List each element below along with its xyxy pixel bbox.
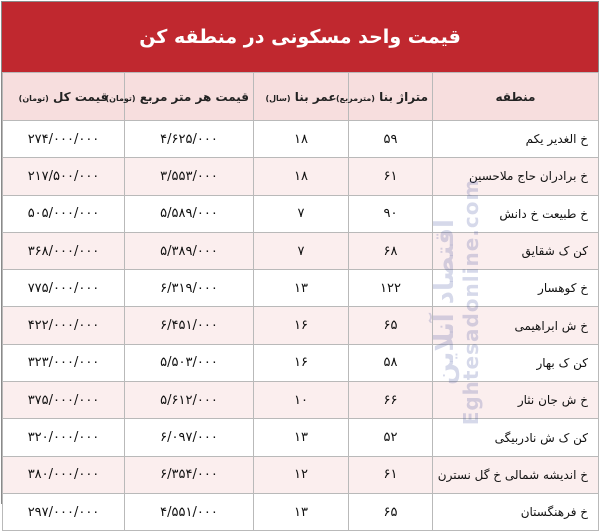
table-header-row [3,73,599,121]
cell-age: ۷ [254,195,349,232]
cell-region: کن ک ش نادربیگی [433,419,599,456]
cell-price-per-meter: ۴/۵۵۱/۰۰۰ [125,493,254,530]
watermark-text-persian: اقتصاد آنلاین [430,219,460,385]
cell-price-per-meter: ۵/۵۸۹/۰۰۰ [125,195,254,232]
column-header-unit: (تومان) [105,93,136,103]
table-row [3,419,599,456]
cell-price-per-meter: ۳/۵۵۳/۰۰۰ [125,158,254,195]
cell-total-price: ۲۷۴/۰۰۰/۰۰۰ [3,121,125,158]
column-header-unit: (مترمربع) [336,93,375,103]
cell-price-per-meter: ۵/۵۰۳/۰۰۰ [125,344,254,381]
cell-age: ۱۳ [254,270,349,307]
column-header-label: قیمت کل [52,89,109,104]
cell-area: ۶۵ [349,307,433,344]
cell-age: ۱۲ [254,456,349,493]
cell-price-per-meter: ۵/۳۸۹/۰۰۰ [125,232,254,269]
cell-region: خ کوهسار [433,270,599,307]
cell-total-price: ۳۲۰/۰۰۰/۰۰۰ [3,419,125,456]
cell-region: خ برادران حاج ملاحسین [433,158,599,195]
price-table [2,72,599,531]
cell-age: ۱۶ [254,344,349,381]
cell-region: خ اندیشه شمالی خ گل نسترن [433,456,599,493]
watermark-text-latin: Eghtesadonline.com [459,178,483,426]
cell-price-per-meter: ۶/۳۱۹/۰۰۰ [125,270,254,307]
table-row [3,232,599,269]
cell-region: کن ک شقایق [433,232,599,269]
column-header-label: عمر بنا [294,89,337,104]
cell-age: ۱۰ [254,382,349,419]
cell-age: ۱۸ [254,158,349,195]
table-row [3,121,599,158]
column-header-region [433,73,599,121]
table-row [3,382,599,419]
cell-age: ۱۶ [254,307,349,344]
column-header-total-price [3,73,125,121]
table-row [3,493,599,530]
cell-area: ۱۲۲ [349,270,433,307]
column-header-label: منطقه [495,89,536,104]
cell-region: خ فرهنگستان [433,493,599,530]
cell-age: ۷ [254,232,349,269]
table-row [3,270,599,307]
cell-region: کن ک بهار [433,344,599,381]
page-title: قیمت واحد مسکونی در منطقه کن [2,2,598,72]
cell-price-per-meter: ۶/۴۵۱/۰۰۰ [125,307,254,344]
price-table-card [1,1,599,520]
column-header-area [336,73,433,121]
cell-total-price: ۷۷۵/۰۰۰/۰۰۰ [3,270,125,307]
cell-total-price: ۲۹۷/۰۰۰/۰۰۰ [3,493,125,530]
cell-total-price: ۳۸۰/۰۰۰/۰۰۰ [3,456,125,493]
cell-price-per-meter: ۴/۶۲۵/۰۰۰ [125,121,254,158]
cell-area: ۹۰ [349,195,433,232]
table-row [3,195,599,232]
cell-age: ۱۳ [254,493,349,530]
column-header-label: متراژ بنا [379,89,428,104]
cell-region: خ طبیعت خ دانش [433,195,599,232]
cell-total-price: ۳۲۳/۰۰۰/۰۰۰ [3,344,125,381]
column-header-label: قیمت هر متر مربع [139,89,249,104]
cell-region: خ ش جان نثار [433,382,599,419]
cell-area: ۶۵ [349,493,433,530]
table-row [3,158,599,195]
cell-area: ۶۱ [349,456,433,493]
cell-total-price: ۳۶۸/۰۰۰/۰۰۰ [3,232,125,269]
column-header-price-per-meter [105,73,254,121]
cell-region: خ ش ابراهیمی [433,307,599,344]
cell-area: ۵۲ [349,419,433,456]
cell-area: ۵۹ [349,121,433,158]
cell-area: ۶۶ [349,382,433,419]
column-header-age [254,73,349,121]
column-header-unit: (تومان) [18,93,49,103]
table-row [3,344,599,381]
cell-age: ۱۸ [254,121,349,158]
cell-price-per-meter: ۵/۶۱۲/۰۰۰ [125,382,254,419]
cell-total-price: ۵۰۵/۰۰۰/۰۰۰ [3,195,125,232]
cell-age: ۱۳ [254,419,349,456]
cell-region: خ الغدیر یکم [433,121,599,158]
cell-price-per-meter: ۶/۳۵۴/۰۰۰ [125,456,254,493]
column-header-unit: (سال) [265,93,291,103]
cell-area: ۶۸ [349,232,433,269]
cell-area: ۶۱ [349,158,433,195]
cell-price-per-meter: ۶/۰۹۷/۰۰۰ [125,419,254,456]
table-row [3,307,599,344]
cell-area: ۵۸ [349,344,433,381]
cell-total-price: ۴۲۲/۰۰۰/۰۰۰ [3,307,125,344]
cell-total-price: ۲۱۷/۵۰۰/۰۰۰ [3,158,125,195]
table-row [3,456,599,493]
cell-total-price: ۳۷۵/۰۰۰/۰۰۰ [3,382,125,419]
